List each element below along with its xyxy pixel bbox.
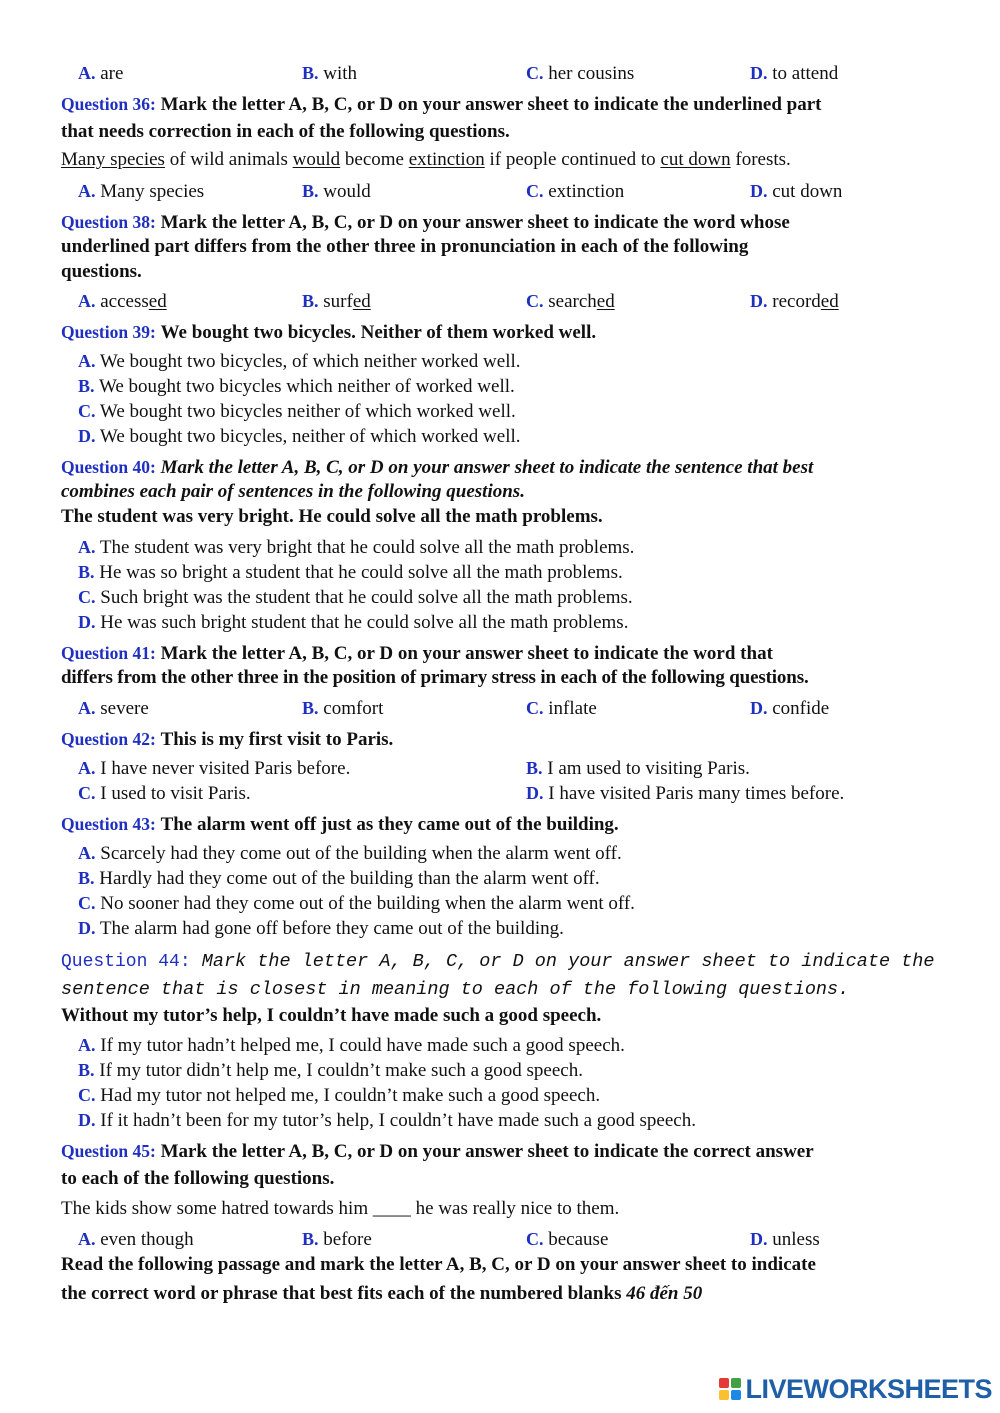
option-text: extinction xyxy=(548,181,625,202)
option-text: access xyxy=(100,291,149,312)
option-text: search xyxy=(548,291,597,312)
q44-header xyxy=(61,950,934,974)
question-label: Question 41: xyxy=(61,643,156,663)
option-text: record xyxy=(772,291,821,312)
q45-option-b[interactable] xyxy=(302,1227,372,1252)
underlined-part: ed xyxy=(148,291,167,312)
q38-option-b[interactable] xyxy=(302,289,371,314)
q41-instruction-2: differs from the other three in the position of primary stress in each of the following questions. xyxy=(61,667,809,688)
option-letter: C. xyxy=(526,698,544,718)
q42-option-c[interactable] xyxy=(78,781,251,806)
q36-header xyxy=(61,92,821,117)
option-letter: A. xyxy=(78,1035,96,1055)
q36-sentence xyxy=(61,148,791,172)
q38-option-c[interactable] xyxy=(526,289,615,314)
sentence-text: forests. xyxy=(730,149,791,170)
option-letter: C. xyxy=(78,587,96,607)
option-letter: B. xyxy=(302,181,319,201)
q45-instruction-2: to each of the following questions. xyxy=(61,1168,335,1189)
q42-option-a[interactable] xyxy=(78,756,350,781)
option-text: We bought two bicycles, of which neither worked well. xyxy=(99,351,521,372)
option-letter: A. xyxy=(78,758,96,778)
option-text: her cousins xyxy=(548,63,635,84)
q42-option-d[interactable] xyxy=(526,781,844,806)
liveworksheets-logo xyxy=(719,1371,992,1407)
option-text: He was such bright student that he could solve all the math problems. xyxy=(100,612,629,633)
option-letter: B. xyxy=(302,1229,319,1249)
q36-option-d[interactable] xyxy=(750,179,842,204)
prompt: We bought two bicycles. Neither of them worked well. xyxy=(160,322,597,343)
option-letter: D. xyxy=(750,291,768,311)
instruction: Mark the letter A, B, C, or D on your answer sheet to indicate the word that xyxy=(160,643,773,664)
q43-option-a[interactable] xyxy=(78,841,622,866)
q36-option-a[interactable] xyxy=(78,179,204,204)
option-letter: D. xyxy=(750,698,768,718)
option-letter: A. xyxy=(78,351,96,371)
q35-option-d[interactable] xyxy=(750,61,838,86)
underlined-part: ed xyxy=(596,291,615,312)
option-text: Scarcely had they come out of the building when the alarm went off. xyxy=(100,843,622,864)
q35-option-a[interactable] xyxy=(78,61,123,86)
underlined-part: extinction xyxy=(408,149,485,170)
q38-option-d[interactable] xyxy=(750,289,839,314)
q38-header xyxy=(61,210,790,235)
option-letter: C. xyxy=(78,893,96,913)
instruction: Mark the letter A, B, C, or D on your answer sheet to indicate the correct answer xyxy=(160,1141,814,1162)
underlined-part: Many species xyxy=(61,149,165,170)
option-text: The alarm had gone off before they came out of the building. xyxy=(99,918,564,939)
option-letter: B. xyxy=(526,758,543,778)
q36-option-c[interactable] xyxy=(526,179,624,204)
q45-sentence: The kids show some hatred towards him ____ he was really nice to them. xyxy=(61,1198,620,1219)
question-label: Question 45: xyxy=(61,1141,156,1161)
liveworksheets-logo-icon xyxy=(719,1378,741,1400)
option-text: I am used to visiting Paris. xyxy=(547,758,750,779)
option-text: We bought two bicycles which neither of worked well. xyxy=(98,376,515,397)
option-letter: D. xyxy=(78,612,96,632)
sentence-text: of wild animals xyxy=(164,149,293,170)
option-text: Such bright was the student that he could solve all the math problems. xyxy=(100,587,633,608)
option-text: are xyxy=(100,63,124,84)
q41-option-c[interactable] xyxy=(526,696,597,721)
question-label: Question 40: xyxy=(61,457,156,477)
instruction: Mark the letter A, B, C, or D on your answer sheet to indicate the word whose xyxy=(160,212,790,233)
q40-option-d[interactable] xyxy=(78,610,628,635)
q44-option-a[interactable] xyxy=(78,1033,625,1058)
option-letter: B. xyxy=(78,562,95,582)
q41-option-a[interactable] xyxy=(78,696,149,721)
option-text: Hardly had they come out of the building than the alarm went off. xyxy=(99,868,600,889)
q36-option-b[interactable] xyxy=(302,179,371,204)
q41-option-d[interactable] xyxy=(750,696,829,721)
q44-option-c[interactable] xyxy=(78,1083,600,1108)
logo-text: LIVEWORKSHEETS xyxy=(745,1373,992,1404)
q43-option-b[interactable] xyxy=(78,866,600,891)
instruction: Mark the letter A, B, C, or D on your answer sheet to indicate the xyxy=(201,951,935,972)
option-text: even though xyxy=(100,1229,194,1250)
option-text: We bought two bicycles neither of which worked well. xyxy=(99,401,516,422)
q41-option-b[interactable] xyxy=(302,696,383,721)
passage-intro-line-1: Read the following passage and mark the letter A, B, C, or D on your answer sheet to indicate xyxy=(61,1254,816,1275)
q43-header xyxy=(61,812,619,837)
q40-header xyxy=(61,455,813,480)
option-letter: B. xyxy=(78,868,95,888)
option-letter: D. xyxy=(78,918,96,938)
q42-header xyxy=(61,727,393,752)
option-letter: D. xyxy=(78,1110,96,1130)
q39-option-c[interactable] xyxy=(78,399,516,424)
passage-intro-line-2 xyxy=(61,1282,702,1306)
option-letter: C. xyxy=(526,1229,544,1249)
option-letter: B. xyxy=(78,376,95,396)
option-letter: A. xyxy=(78,843,96,863)
option-letter: D. xyxy=(750,1229,768,1249)
option-text: I have visited Paris many times before. xyxy=(548,783,845,804)
q38-option-a[interactable] xyxy=(78,289,167,314)
option-letter: B. xyxy=(302,698,319,718)
question-label: Question 42: xyxy=(61,729,156,749)
prompt: This is my first visit to Paris. xyxy=(160,729,394,750)
q39-option-d[interactable] xyxy=(78,424,521,449)
underlined-part: ed xyxy=(820,291,839,312)
q40-option-a[interactable] xyxy=(78,535,634,560)
option-text: The student was very bright that he could solve all the math problems. xyxy=(99,537,635,558)
q36-instruction-2: that needs correction in each of the following questions. xyxy=(61,121,510,142)
passage-intro-text: the correct word or phrase that best fits each of the numbered blanks xyxy=(61,1283,622,1304)
sentence-text: become xyxy=(340,149,409,170)
option-letter: A. xyxy=(78,537,96,557)
option-letter: D. xyxy=(526,783,544,803)
option-text: inflate xyxy=(548,698,597,719)
question-label: Question 43: xyxy=(61,814,156,834)
option-letter: A. xyxy=(78,63,96,83)
q40-instruction-2: combines each pair of sentences in the following questions. xyxy=(61,481,525,502)
option-letter: C. xyxy=(526,291,544,311)
option-text: I used to visit Paris. xyxy=(100,783,251,804)
question-label: Question 36: xyxy=(61,94,156,114)
instruction: Mark the letter A, B, C, or D on your answer sheet to indicate the underlined part xyxy=(160,94,822,115)
option-text: No sooner had they come out of the building when the alarm went off. xyxy=(100,893,635,914)
q43-option-c[interactable] xyxy=(78,891,635,916)
underlined-part: cut down xyxy=(660,149,731,170)
q35-option-b[interactable] xyxy=(302,61,357,86)
q39-option-a[interactable] xyxy=(78,349,521,374)
prompt: The alarm went off just as they came out of the building. xyxy=(160,814,619,835)
option-letter: D. xyxy=(78,426,96,446)
q35-option-c[interactable] xyxy=(526,61,634,86)
q44-instruction-2: sentence that is closest in meaning to each of the following questions. xyxy=(61,979,850,1000)
passage-intro-range: 46 đến 50 xyxy=(626,1283,703,1304)
q44-option-d[interactable] xyxy=(78,1108,696,1133)
option-letter: A. xyxy=(78,181,96,201)
option-text: because xyxy=(548,1229,609,1250)
option-text: We bought two bicycles, neither of which worked well. xyxy=(99,426,521,447)
option-text: with xyxy=(323,63,358,84)
q40-option-c[interactable] xyxy=(78,585,633,610)
option-letter: C. xyxy=(526,181,544,201)
option-letter: B. xyxy=(78,1060,95,1080)
option-text: Had my tutor not helped me, I couldn’t make such a good speech. xyxy=(100,1085,601,1106)
option-text: comfort xyxy=(323,698,384,719)
option-letter: C. xyxy=(526,63,544,83)
question-label: Question 39: xyxy=(61,322,156,342)
q44-prompt: Without my tutor’s help, I couldn’t have made such a good speech. xyxy=(61,1005,602,1026)
q40-option-b[interactable] xyxy=(78,560,623,585)
option-letter: B. xyxy=(302,291,319,311)
q39-header xyxy=(61,320,596,345)
question-label: Question 44: xyxy=(61,952,191,972)
q42-option-b[interactable] xyxy=(526,756,750,781)
option-text: Many species xyxy=(100,181,205,202)
option-letter: A. xyxy=(78,1229,96,1249)
q44-option-b[interactable] xyxy=(78,1058,583,1083)
option-text: unless xyxy=(772,1229,820,1250)
sentence-text: if people continued to xyxy=(484,149,661,170)
option-letter: C. xyxy=(78,401,96,421)
option-text: If it hadn’t been for my tutor’s help, I couldn’t have made such a good speech. xyxy=(100,1110,696,1131)
option-text: before xyxy=(323,1229,372,1250)
q45-option-a[interactable] xyxy=(78,1227,194,1252)
instruction: Mark the letter A, B, C, or D on your answer sheet to indicate the sentence that best xyxy=(160,457,814,478)
option-text: If my tutor hadn’t helped me, I could have made such a good speech. xyxy=(100,1035,625,1056)
option-text: I have never visited Paris before. xyxy=(100,758,351,779)
option-letter: B. xyxy=(302,63,319,83)
option-letter: A. xyxy=(78,291,96,311)
option-text: would xyxy=(323,181,371,202)
option-letter: D. xyxy=(750,63,768,83)
option-text: He was so bright a student that he could solve all the math problems. xyxy=(99,562,623,583)
option-text: If my tutor didn’t help me, I couldn’t make such a good speech. xyxy=(99,1060,583,1081)
q38-instruction-2: underlined part differs from the other three in pronunciation in each of the following xyxy=(61,236,749,257)
option-text: cut down xyxy=(772,181,843,202)
underlined-part: would xyxy=(292,149,341,170)
option-text: confide xyxy=(772,698,830,719)
underlined-part: ed xyxy=(352,291,371,312)
q39-option-b[interactable] xyxy=(78,374,515,399)
q43-option-d[interactable] xyxy=(78,916,564,941)
option-letter: C. xyxy=(78,1085,96,1105)
option-text: surf xyxy=(323,291,353,312)
option-letter: A. xyxy=(78,698,96,718)
q45-option-c[interactable] xyxy=(526,1227,608,1252)
q40-prompt: The student was very bright. He could solve all the math problems. xyxy=(61,506,603,527)
q38-instruction-3: questions. xyxy=(61,261,142,282)
option-letter: C. xyxy=(78,783,96,803)
question-label: Question 38: xyxy=(61,212,156,232)
option-text: to attend xyxy=(772,63,839,84)
option-letter: D. xyxy=(750,181,768,201)
q45-header xyxy=(61,1139,814,1164)
q45-option-d[interactable] xyxy=(750,1227,820,1252)
q41-header xyxy=(61,641,773,666)
option-text: severe xyxy=(100,698,149,719)
